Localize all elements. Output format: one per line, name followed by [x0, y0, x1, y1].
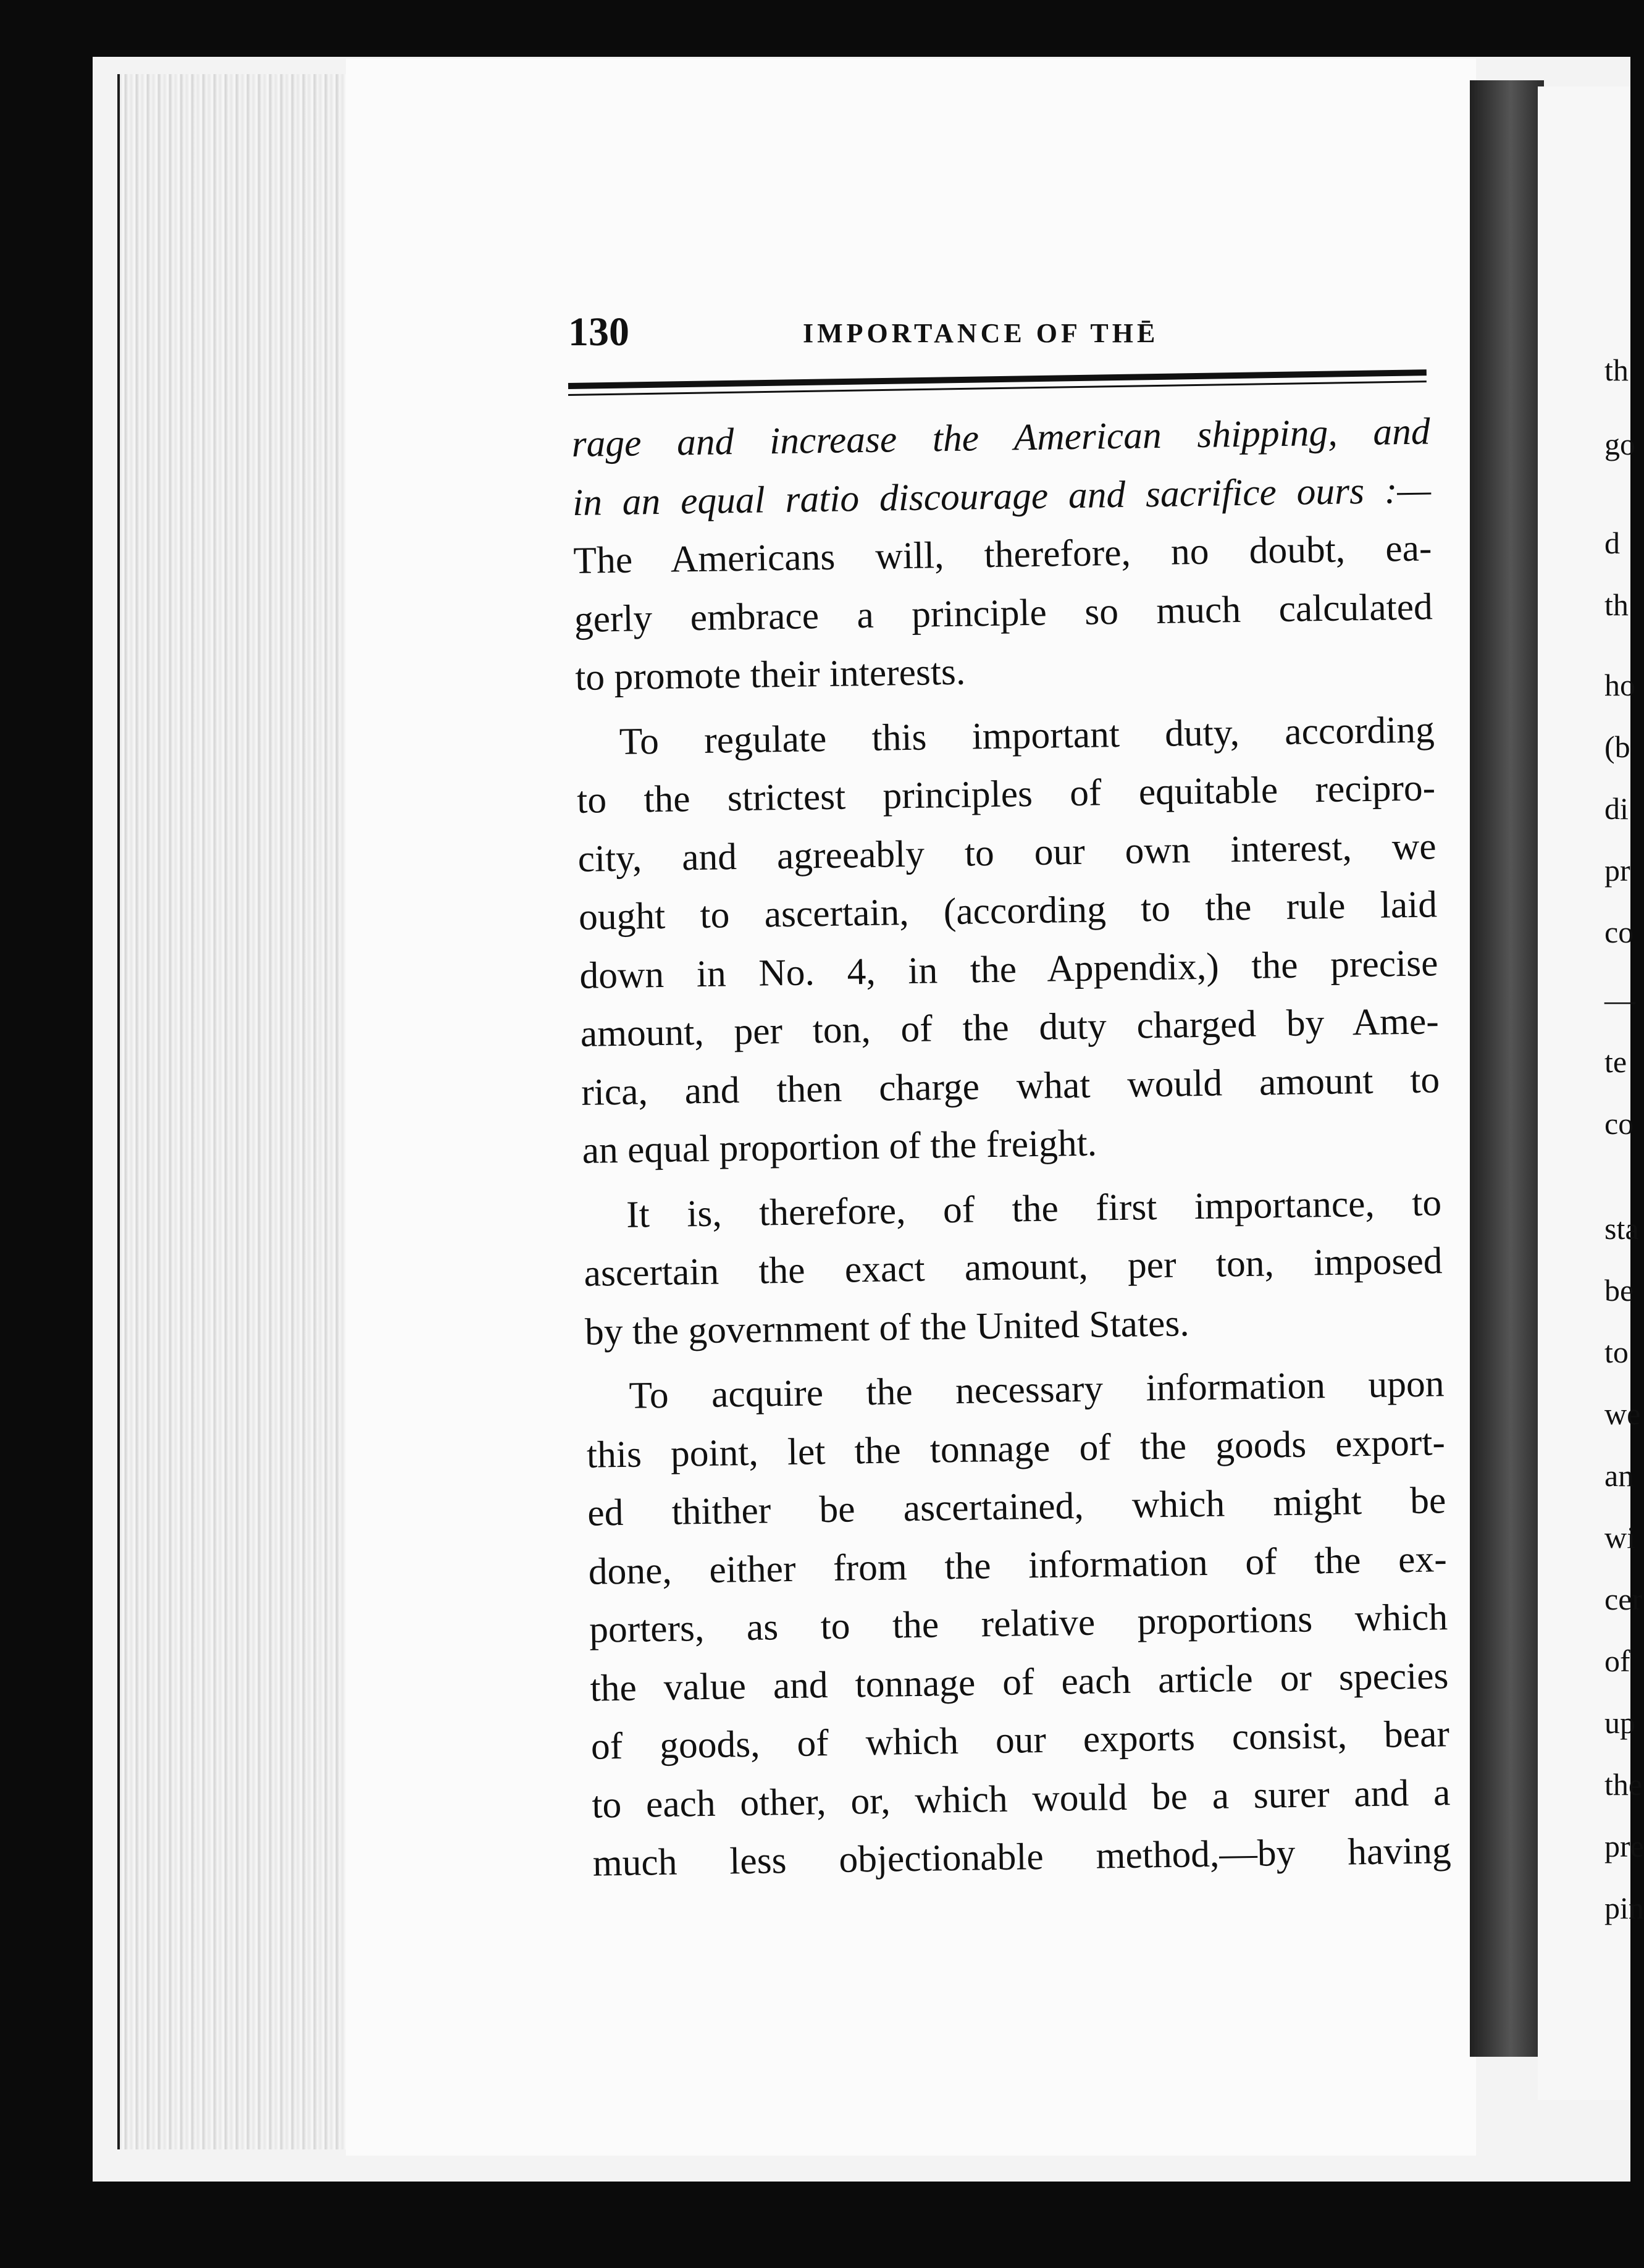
facing-page-fragment: di	[1604, 791, 1629, 826]
text-line: in an equal ratio discourage and sacrifice ours :—	[572, 468, 1432, 524]
text-line: The Americans will, therefore, no doubt, ea-	[572, 527, 1432, 582]
text-line: to the strictest principles of equitable recipro-	[576, 766, 1436, 821]
text-line: To acquire the necessary information upon	[629, 1363, 1445, 1417]
text-line: rage and increase the American shipping, and	[571, 410, 1431, 465]
text-line: ought to ascertain, (according to the rule laid	[578, 883, 1438, 938]
page-gutter-shadow	[1470, 80, 1544, 2057]
facing-page-fragment: —	[1604, 983, 1635, 1017]
text-line: by the government of the United States.	[584, 1301, 1190, 1353]
text-line: the value and tonnage of each article or species	[590, 1654, 1449, 1710]
facing-page-fragment: cer	[1604, 1582, 1643, 1616]
text-line: porters, as to the relative proportions which	[589, 1596, 1448, 1651]
facing-page-fragment: of	[1604, 1644, 1630, 1678]
facing-page-fragment: co	[1604, 1106, 1634, 1141]
page-stack-edges	[117, 74, 354, 2149]
facing-page-fragment: pr	[1604, 853, 1630, 888]
text-line: down in No. 4, in the Appendix,) the precise	[579, 941, 1438, 997]
facing-page-fragment: go	[1604, 427, 1635, 461]
body-text	[571, 402, 1451, 1892]
facing-page-fragment: te	[1604, 1044, 1627, 1079]
facing-page-fragment: wi	[1604, 1520, 1635, 1555]
page-number: 130	[568, 309, 629, 355]
facing-page-fragment: pin	[1604, 1891, 1644, 1925]
text-line: to each other, or, which would be a surer and a	[591, 1771, 1451, 1826]
text-line: of goods, of which our exports consist, bear	[590, 1713, 1450, 1768]
facing-page-fragment: up	[1604, 1705, 1635, 1740]
text-line: an equal proportion of the freight.	[582, 1122, 1097, 1172]
facing-page-fragment: ho	[1604, 668, 1635, 702]
text-line: city, and agreeably to our own interest, we	[577, 825, 1437, 880]
running-head	[568, 309, 1445, 364]
text-line: this point, let the tonnage of the goods export-	[586, 1421, 1446, 1476]
text-line: much less objectionable method,—by having	[592, 1829, 1452, 1884]
text-line: amount, per ton, of the duty charged by Ame-	[580, 1000, 1440, 1055]
facing-page-fragment: sta	[1604, 1211, 1639, 1246]
text-line: done, either from the information of the ex-	[588, 1537, 1448, 1593]
text-line: To regulate this important duty, according	[619, 708, 1435, 763]
facing-page-fragment: an	[1604, 1458, 1634, 1493]
facing-page-fragment: to	[1604, 1335, 1629, 1369]
facing-page-fragment: (b	[1604, 729, 1630, 764]
running-title: IMPORTANCE OF THĒ	[803, 318, 1159, 348]
facing-page-fragment: d	[1604, 526, 1620, 560]
facing-page-fragment: the	[1604, 1767, 1643, 1802]
facing-page	[1538, 86, 1644, 2100]
facing-page-fragment: we	[1604, 1396, 1641, 1431]
facing-page-fragment: be	[1604, 1273, 1634, 1308]
facing-page-fragment: th	[1604, 587, 1629, 622]
text-line: ed thither be ascertained, which might be	[587, 1479, 1446, 1534]
text-line: to promote their interests.	[574, 650, 966, 699]
facing-page-fragment: co	[1604, 915, 1634, 949]
text-line: ascertain the exact amount, per ton, imposed	[584, 1240, 1443, 1295]
text-line: rica, and then charge what would amount to	[581, 1058, 1440, 1114]
text-line: It is, therefore, of the first importance, to	[626, 1181, 1442, 1236]
facing-page-fragment: th	[1604, 353, 1629, 387]
text-line: gerly embrace a principle so much calculated	[574, 585, 1433, 640]
facing-page-fragment: pre	[1604, 1829, 1644, 1863]
